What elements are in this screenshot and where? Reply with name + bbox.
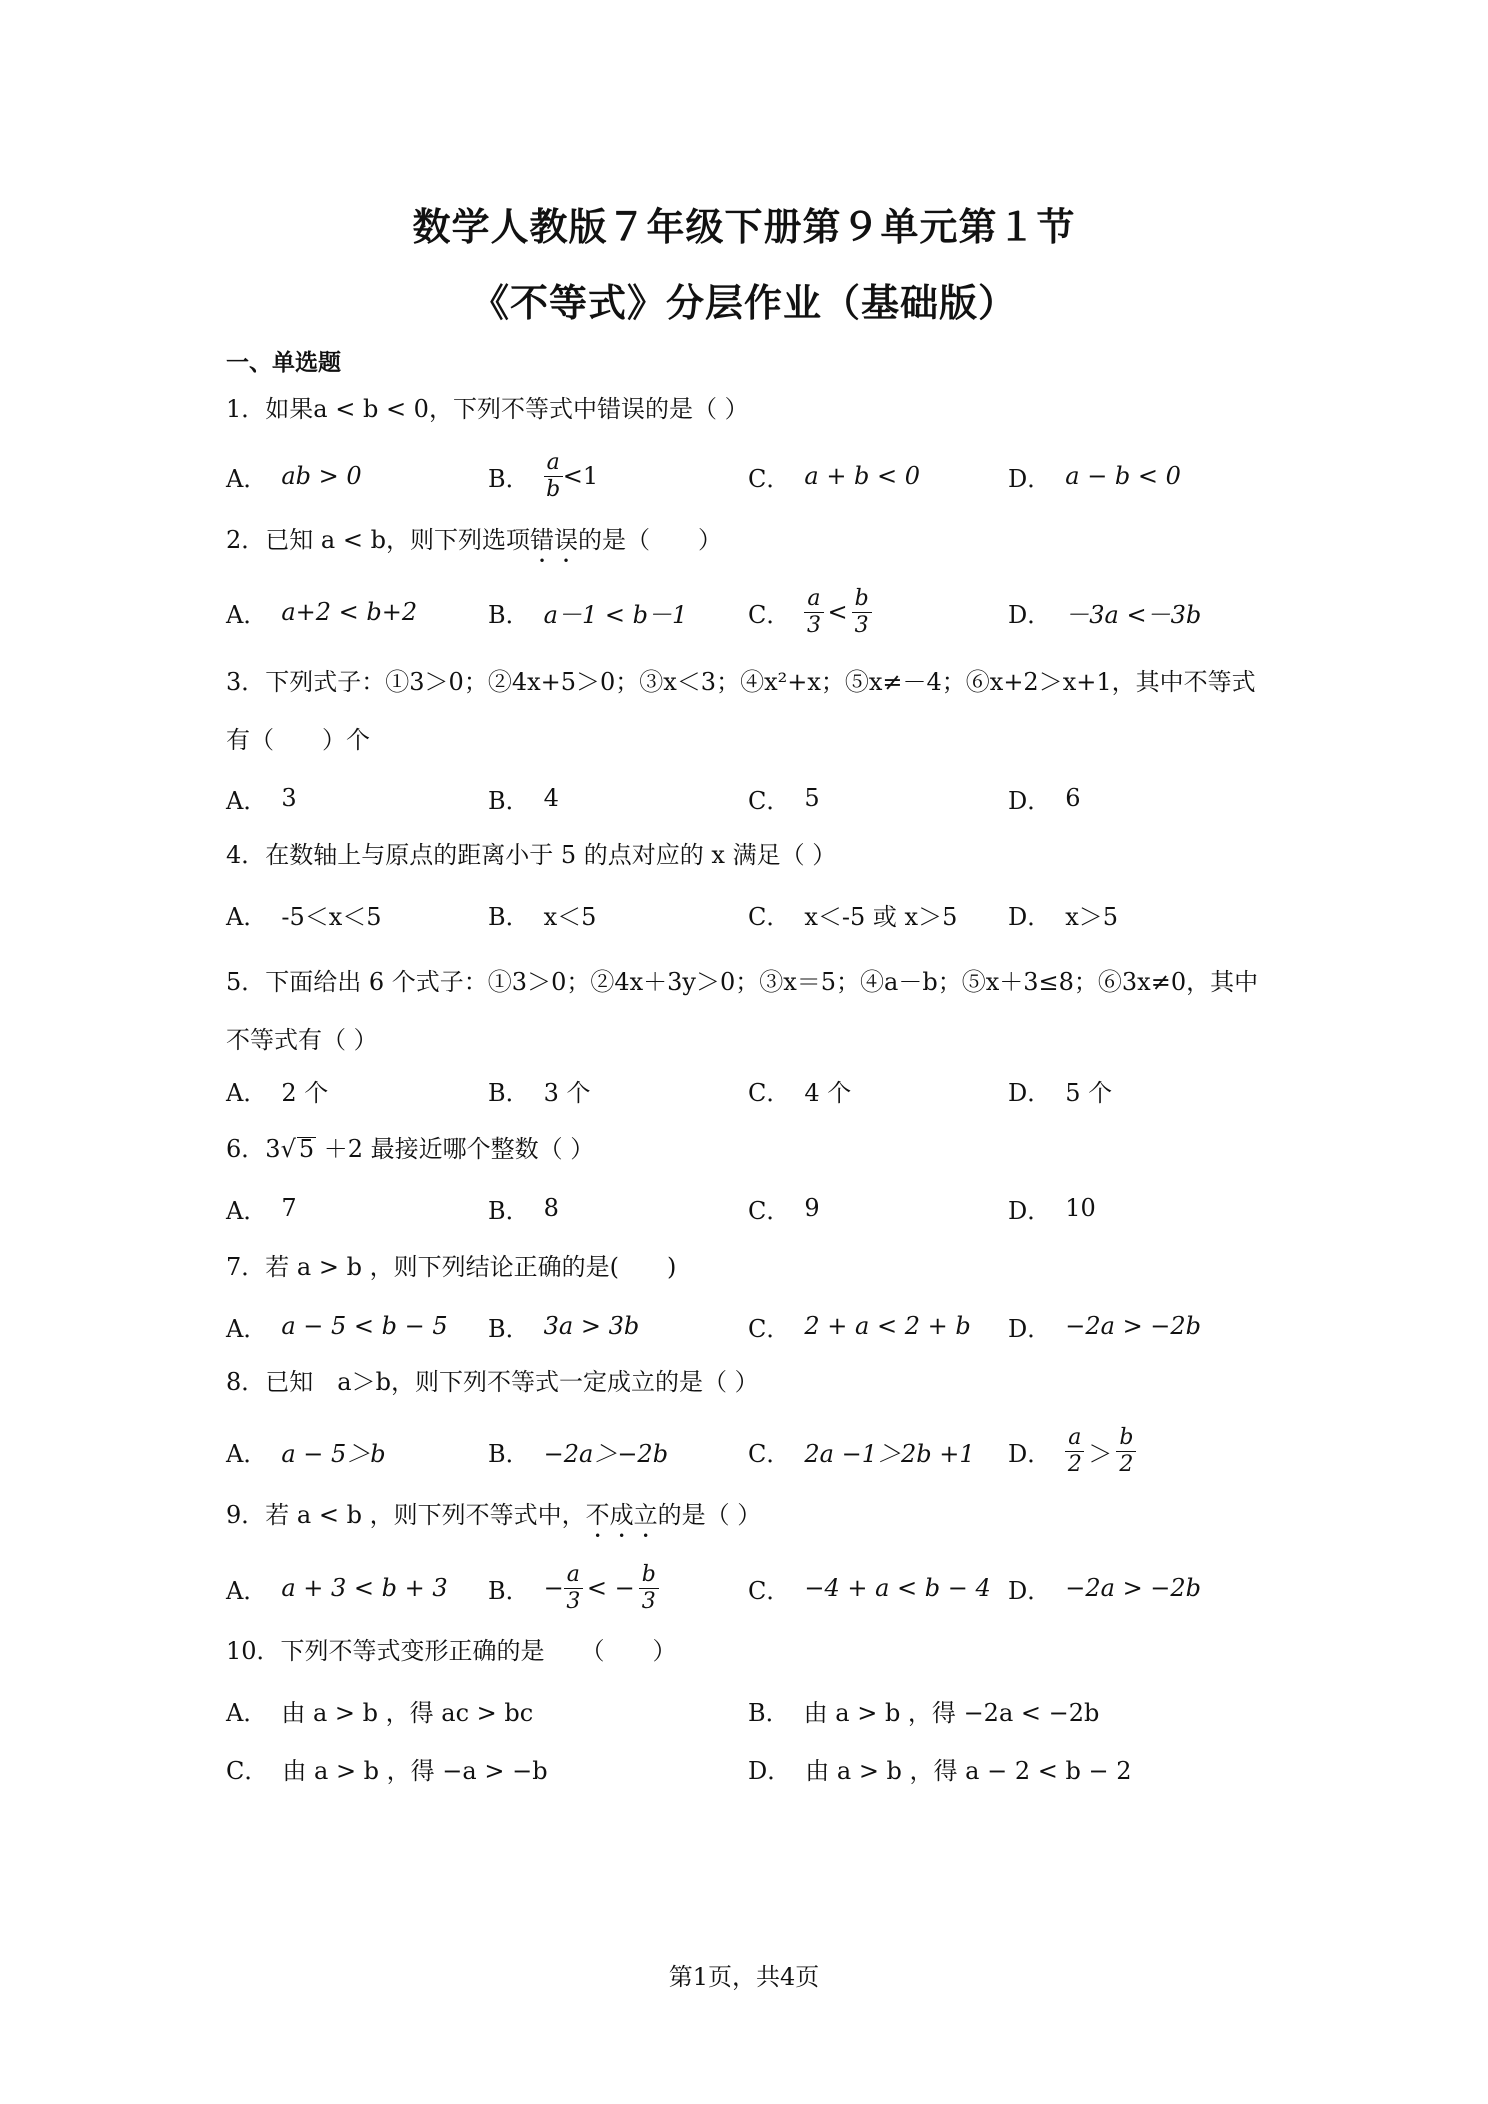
option-d: D． x＞5 bbox=[1008, 902, 1119, 931]
option-d: D． 6 bbox=[1008, 784, 1081, 815]
option-c: C． 由 a > b ，得 −a > −b bbox=[226, 1756, 548, 1785]
question-text: 已知 a＞b，则下列不等式一定成立的是（ ） bbox=[265, 1368, 759, 1396]
option-b: B． $\frac{a}{b}$ <1 bbox=[488, 449, 599, 502]
option-c: C． −4 + a < b − 4 bbox=[748, 1574, 991, 1605]
option-d: D． a − b < 0 bbox=[1008, 462, 1181, 493]
question-number: 1． bbox=[226, 395, 266, 423]
options-10-row1 bbox=[0, 1680, 1488, 1740]
option-a: A． 2 个 bbox=[226, 1078, 329, 1107]
question-number: 7． bbox=[226, 1253, 266, 1281]
option-c: C． 2a −1＞2b +1 bbox=[748, 1439, 975, 1468]
question-text: 若 a > b ，则下列结论正确的是( ) bbox=[265, 1253, 677, 1281]
option-a: A． a − 5＞b bbox=[226, 1439, 386, 1468]
fraction: $\frac{b}{3}$ bbox=[852, 587, 872, 638]
option-a: A． a + 3 < b + 3 bbox=[226, 1574, 448, 1605]
question-10 bbox=[226, 1636, 677, 1666]
question-number: 5． bbox=[226, 968, 266, 996]
option-c: C． 5 bbox=[748, 784, 820, 815]
option-b: B． a－1 < b－1 bbox=[488, 600, 688, 629]
question-7 bbox=[226, 1252, 676, 1282]
fraction: $\frac{a}{3}$ bbox=[564, 1563, 583, 1614]
question-1 bbox=[226, 394, 749, 424]
options-10-row2 bbox=[0, 1738, 1488, 1798]
question-text: 如果a < b < 0，下列不等式中错误的是（ ） bbox=[265, 395, 749, 423]
question-8 bbox=[226, 1367, 759, 1397]
radicand: 5 bbox=[298, 1135, 315, 1163]
option-c: C． 9 bbox=[748, 1194, 820, 1225]
question-3 bbox=[226, 653, 1266, 769]
fraction: $\frac{a}{3}$ bbox=[804, 587, 823, 638]
option-b: B． 8 bbox=[488, 1194, 559, 1225]
fraction: $\frac{a}{2}$ bbox=[1065, 1426, 1084, 1477]
option-a: A． 由 a > b ，得 ac > bc bbox=[226, 1698, 534, 1727]
option-b: B． 3 个 bbox=[488, 1078, 591, 1107]
option-d: D． $\frac{a}{2}$ ＞ $\frac{b}{2}$ bbox=[1008, 1421, 1136, 1481]
option-c: C． 2 + a < 2 + b bbox=[748, 1312, 971, 1343]
options-2 bbox=[0, 582, 1488, 642]
option-a: A． a+2 < b+2 bbox=[226, 598, 418, 629]
question-number: 4． bbox=[226, 841, 266, 869]
emphasized-text: 错误 bbox=[529, 526, 578, 554]
option-c: C． a + b < 0 bbox=[748, 462, 921, 493]
options-1 bbox=[0, 446, 1488, 506]
option-d: D． －3a <－3b bbox=[1008, 600, 1202, 629]
page-title: 数学人教版７年级下册第９单元第１节 bbox=[412, 205, 1076, 249]
fraction: $\frac{b}{3}$ bbox=[639, 1563, 659, 1614]
options-8 bbox=[0, 1421, 1488, 1481]
option-a: A． ab > 0 bbox=[226, 462, 362, 493]
option-d: D． 由 a > b ，得 a − 2 < b − 2 bbox=[748, 1756, 1132, 1785]
page-footer: 第1页，共4页 bbox=[668, 1963, 820, 1991]
option-a: A． 3 bbox=[226, 784, 297, 815]
option-a: A． -5＜x＜5 bbox=[226, 902, 382, 931]
question-text: 在数轴上与原点的距离小于 5 的点对应的 x 满足（ ） bbox=[265, 841, 837, 869]
page-subtitle: 《不等式》分层作业（基础版） bbox=[470, 281, 1017, 325]
question-text: 下列式子：①3＞0；②4x+5＞0；③x＜3；④x²+x；⑤x≠－4；⑥x+2＞x+1，其中不等式有（ ）个 bbox=[226, 668, 1256, 754]
option-b: B． − $\frac{a}{3}$ < − $\frac{b}{3}$ bbox=[488, 1558, 659, 1618]
option-a: A． a − 5 < b − 5 bbox=[226, 1312, 448, 1343]
option-c: C． 4 个 bbox=[748, 1078, 852, 1107]
option-d: D． −2a > −2b bbox=[1008, 1312, 1202, 1343]
question-5 bbox=[226, 953, 1266, 1069]
fraction: $\frac{a}{b}$ bbox=[544, 451, 563, 502]
question-text: 下列不等式变形正确的是 （ ） bbox=[280, 1637, 677, 1665]
question-text: 下面给出 6 个式子：①3＞0；②4x＋3y＞0；③x＝5；④a－b；⑤x＋3≤8；⑥3x≠0，其中不等式有（ ） bbox=[226, 968, 1259, 1054]
option-b: B． 4 bbox=[488, 784, 559, 815]
options-7 bbox=[0, 1296, 1488, 1356]
question-number: 6． bbox=[226, 1135, 266, 1163]
question-number: 10． bbox=[226, 1637, 281, 1665]
option-b: B． x＜5 bbox=[488, 902, 597, 931]
question-2: 2．已知 a < b，则下列选项错误的是（ ） bbox=[226, 526, 722, 554]
question-number: 2． bbox=[226, 526, 266, 554]
option-d: D． 10 bbox=[1008, 1194, 1096, 1225]
option-a: A． 7 bbox=[226, 1194, 297, 1225]
sqrt-symbol: √ bbox=[280, 1135, 296, 1163]
question-9: 9．若 a < b ，则下列不等式中，不成立的是（ ） bbox=[226, 1501, 762, 1529]
options-5 bbox=[0, 1060, 1488, 1120]
option-c: C． x＜-5 或 x＞5 bbox=[748, 902, 958, 931]
options-4 bbox=[0, 884, 1488, 944]
options-6 bbox=[0, 1178, 1488, 1238]
options-3 bbox=[0, 768, 1488, 828]
question-6: 6．3√ 5 ＋2 最接近哪个整数（ ） bbox=[226, 1135, 595, 1163]
options-9 bbox=[0, 1558, 1488, 1618]
question-number: 8． bbox=[226, 1368, 266, 1396]
option-b: B． 3a > 3b bbox=[488, 1312, 640, 1343]
option-c: C． $\frac{a}{3}$ < $\frac{b}{3}$ bbox=[748, 582, 872, 642]
option-b: B． 由 a > b ，得 −2a < −2b bbox=[748, 1698, 1100, 1727]
option-b: B． −2a＞−2b bbox=[488, 1439, 669, 1468]
question-number: 9． bbox=[226, 1501, 266, 1529]
question-4 bbox=[226, 840, 836, 870]
fraction: $\frac{b}{2}$ bbox=[1116, 1426, 1136, 1477]
emphasized-text: 不成立 bbox=[585, 1501, 658, 1529]
option-d: D． −2a > −2b bbox=[1008, 1574, 1202, 1605]
option-d: D． 5 个 bbox=[1008, 1078, 1113, 1107]
section-heading: 一、单选题 bbox=[226, 350, 341, 376]
question-number: 3． bbox=[226, 668, 266, 696]
